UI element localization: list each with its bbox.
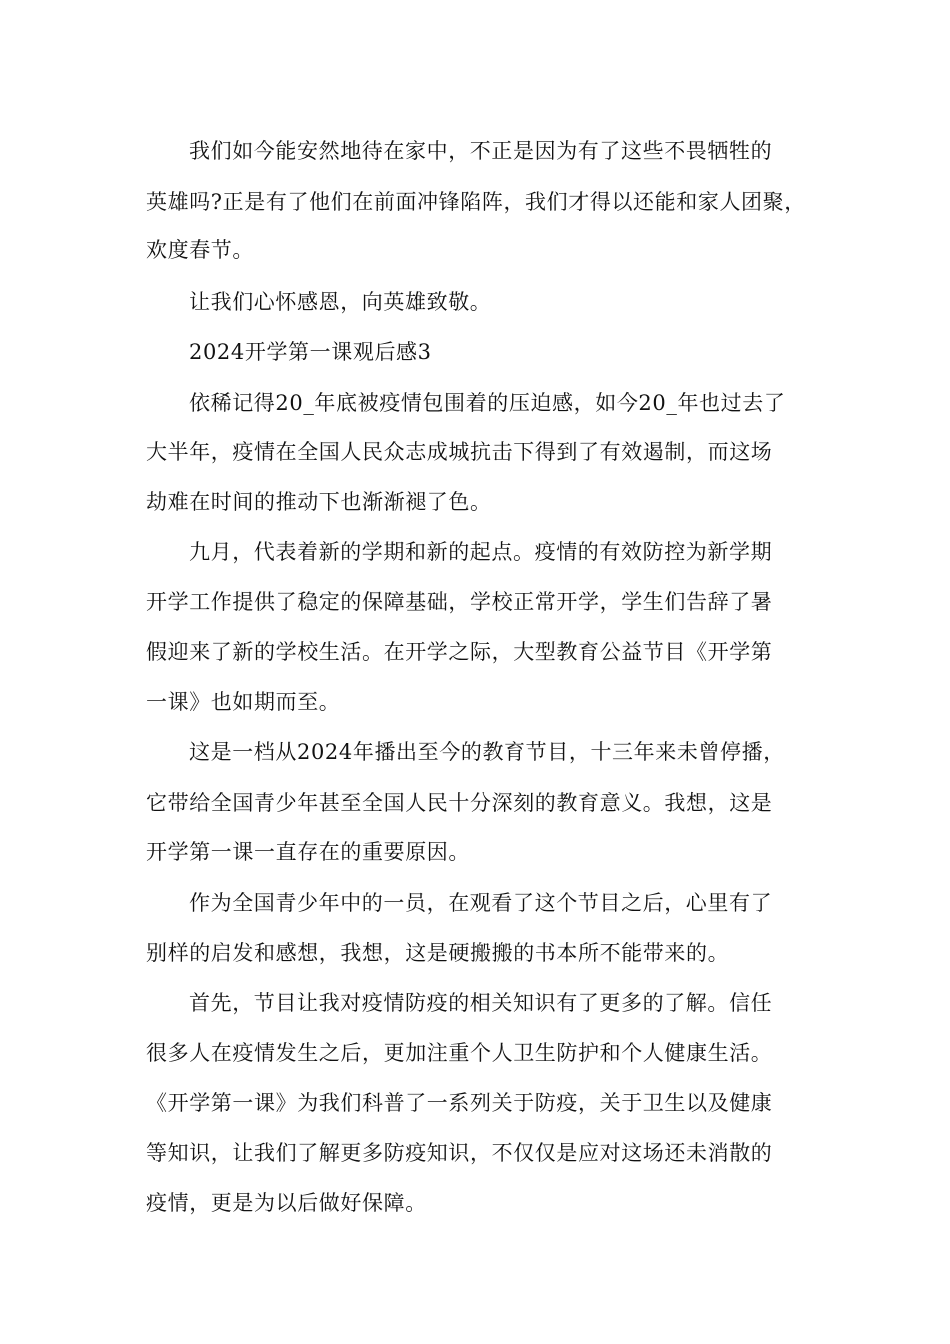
paragraph-line: 开学工作提供了稳定的保障基础，学校正常开学，学生们告辞了暑 (146, 590, 773, 614)
paragraph-line: 《开学第一课》为我们科普了一系列关于防疫，关于卫生以及健康 (146, 1091, 773, 1115)
paragraph-line: 开学第一课一直存在的重要原因。 (146, 840, 470, 864)
section-heading: 2024开学第一课观后感3 (189, 340, 432, 364)
paragraph-line: 让我们心怀感恩，向英雄致敬。 (189, 290, 492, 314)
paragraph-line: 假迎来了新的学校生活。在开学之际，大型教育公益节目《开学第 (146, 640, 773, 664)
paragraph-line: 欢度春节。 (146, 238, 254, 262)
paragraph-line: 一课》也如期而至。 (146, 690, 341, 714)
paragraph-line: 大半年，疫情在全国人民众志成城抗击下得到了有效遏制，而这场 (146, 440, 773, 464)
paragraph-line: 等知识，让我们了解更多防疫知识，不仅仅是应对这场还未消散的 (146, 1141, 773, 1165)
paragraph-line: 英雄吗?正是有了他们在前面冲锋陷阵，我们才得以还能和家人团聚， (146, 190, 806, 214)
paragraph-line: 别样的启发和感想，我想，这是硬搬搬的书本所不能带来的。 (146, 941, 730, 965)
paragraph-line: 九月，代表着新的学期和新的起点。疫情的有效防控为新学期 (189, 540, 773, 564)
paragraph-line: 劫难在时间的推动下也渐渐褪了色。 (146, 490, 492, 514)
paragraph-line: 它带给全国青少年甚至全国人民十分深刻的教育意义。我想，这是 (146, 791, 773, 815)
paragraph-line: 首先，节目让我对疫情防疫的相关知识有了更多的了解。信任 (189, 991, 773, 1015)
paragraph-line: 疫情，更是为以后做好保障。 (146, 1191, 427, 1215)
paragraph-line: 这是一档从2024年播出至今的教育节目，十三年来未曾停播， (189, 740, 785, 764)
paragraph-line: 依稀记得20_年底被疫情包围着的压迫感，如今20_年也过去了 (189, 391, 786, 415)
paragraph-line: 我们如今能安然地待在家中，不正是因为有了这些不畏牺牲的 (189, 139, 773, 163)
paragraph-line: 很多人在疫情发生之后，更加注重个人卫生防护和个人健康生活。 (146, 1041, 773, 1065)
paragraph-line: 作为全国青少年中的一员，在观看了这个节目之后，心里有了 (189, 891, 773, 915)
